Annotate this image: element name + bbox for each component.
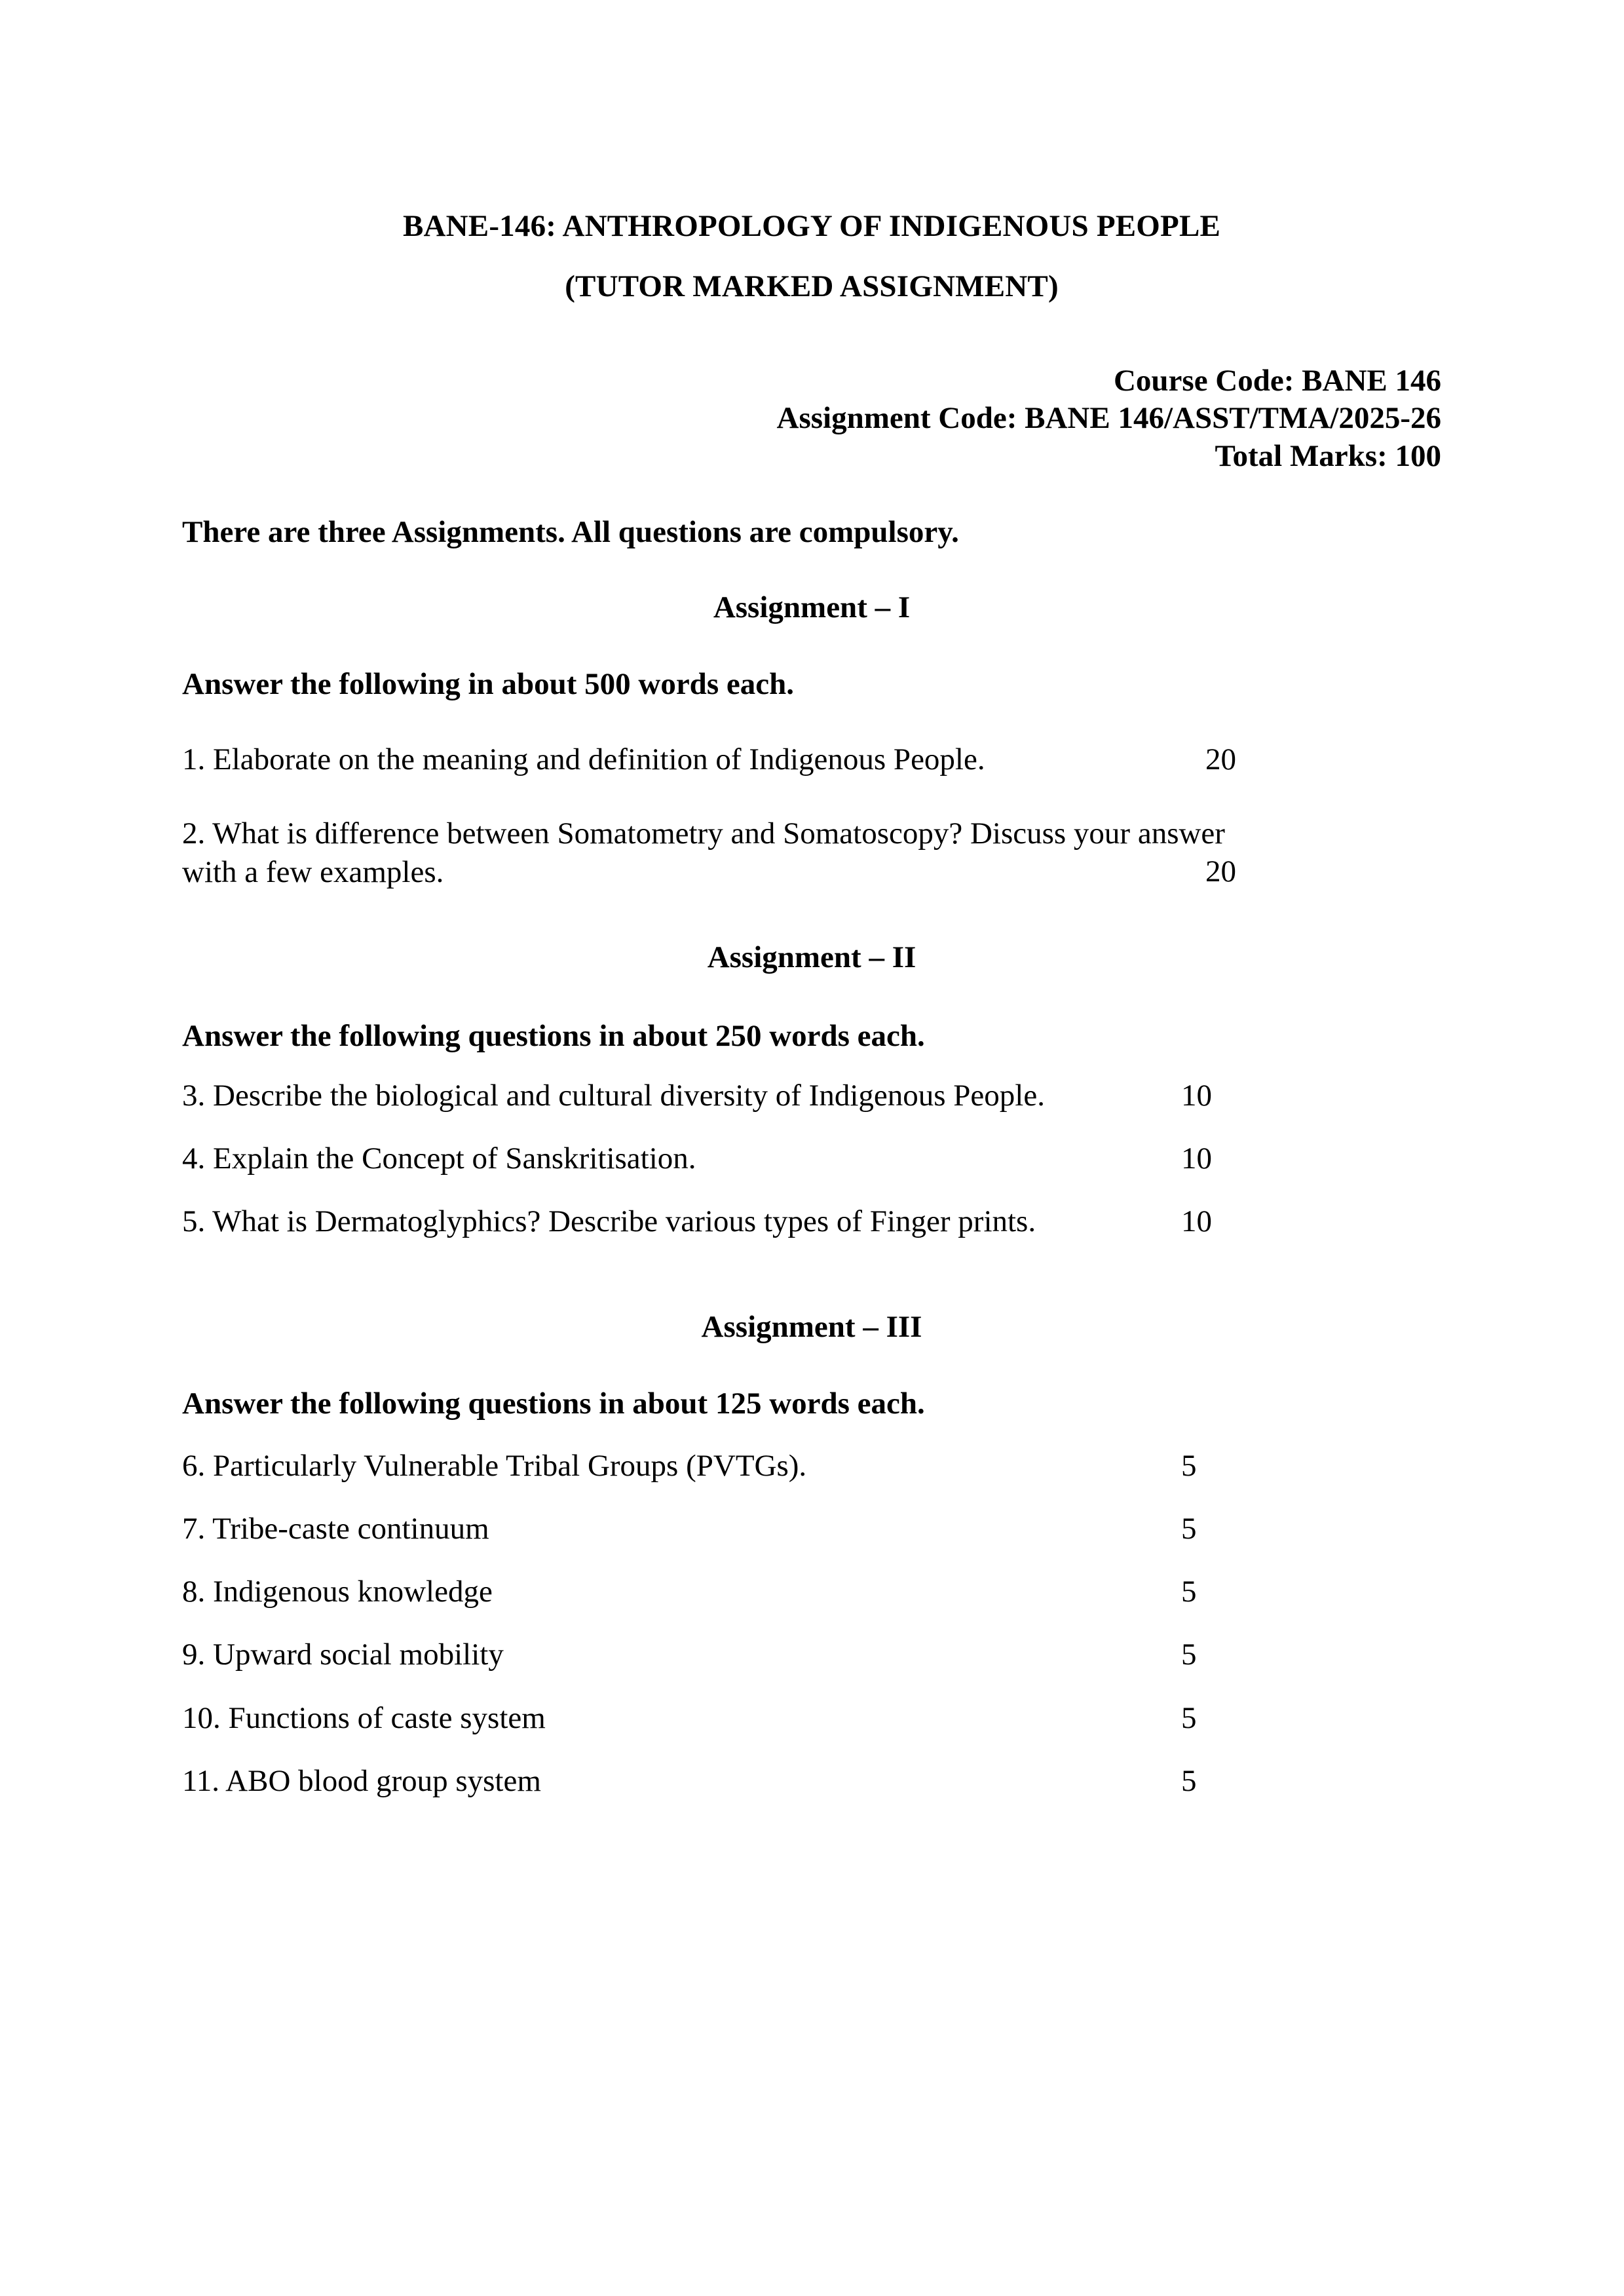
question-text: 10. Functions of caste system: [182, 1700, 546, 1735]
question-marks: 20: [1205, 742, 1236, 776]
question-item: [182, 1077, 1441, 1115]
section-instruction-assignment-2: Answer the following questions in about 250 words each.: [182, 1018, 925, 1053]
question-item: [182, 1447, 1441, 1485]
total-marks: Total Marks: 100: [1215, 438, 1441, 473]
question-marks: 5: [1181, 1763, 1197, 1798]
question-marks: 5: [1181, 1511, 1197, 1546]
question-item: [182, 740, 1441, 778]
question-text: 7. Tribe-caste continuum: [182, 1511, 489, 1546]
document-content: [182, 0, 1441, 1800]
document-title-block: [182, 211, 1441, 302]
section-heading-assignment-1: Assignment – I: [713, 590, 911, 624]
section-instruction-assignment-1: Answer the following in about 500 words each.: [182, 666, 794, 701]
question-marks: 5: [1181, 1637, 1197, 1672]
question-marks: 5: [1181, 1448, 1197, 1483]
page-subtitle: (TUTOR MARKED ASSIGNMENT): [565, 269, 1059, 303]
question-text: 4. Explain the Concept of Sanskritisation.: [182, 1141, 696, 1176]
general-instruction: There are three Assignments. All questions are compulsory.: [182, 514, 959, 549]
question-item: [182, 814, 1441, 891]
question-text: 6. Particularly Vulnerable Tribal Groups (PVTGs).: [182, 1448, 807, 1483]
question-item: [182, 1762, 1441, 1800]
question-text: 3. Describe the biological and cultural diversity of Indigenous People.: [182, 1078, 1045, 1113]
question-text: 2. What is difference between Somatometry and Somatoscopy? Discuss your answer with a few examples.: [182, 816, 1225, 889]
question-text: 11. ABO blood group system: [182, 1763, 541, 1798]
question-item: [182, 1699, 1441, 1737]
question-marks: 5: [1181, 1700, 1197, 1735]
page-title: BANE-146: ANTHROPOLOGY OF INDIGENOUS PEOPLE: [402, 209, 1221, 243]
assignment-code: Assignment Code: BANE 146/ASST/TMA/2025-26: [776, 401, 1441, 436]
question-text: 9. Upward social mobility: [182, 1637, 504, 1672]
question-item: [182, 1573, 1441, 1611]
question-item: [182, 1202, 1441, 1240]
course-code: Course Code: BANE 146: [1113, 364, 1441, 398]
question-marks: 5: [1181, 1575, 1197, 1609]
section-heading-assignment-2: Assignment – II: [707, 940, 916, 974]
question-item: [182, 1636, 1441, 1674]
question-marks: 20: [1205, 854, 1236, 889]
question-marks: 10: [1181, 1204, 1212, 1239]
question-marks: 10: [1181, 1141, 1212, 1176]
question-text: 1. Elaborate on the meaning and definition of Indigenous People.: [182, 742, 985, 776]
section-heading-assignment-3: Assignment – III: [701, 1309, 922, 1344]
section-instruction-assignment-3: Answer the following questions in about 125 words each.: [182, 1386, 925, 1421]
question-marks: 10: [1181, 1078, 1212, 1113]
course-meta-block: [182, 362, 1441, 475]
question-text: 5. What is Dermatoglyphics? Describe various types of Finger prints.: [182, 1204, 1036, 1239]
question-text: 8. Indigenous knowledge: [182, 1575, 493, 1609]
question-item: [182, 1510, 1441, 1548]
question-item: [182, 1139, 1441, 1177]
